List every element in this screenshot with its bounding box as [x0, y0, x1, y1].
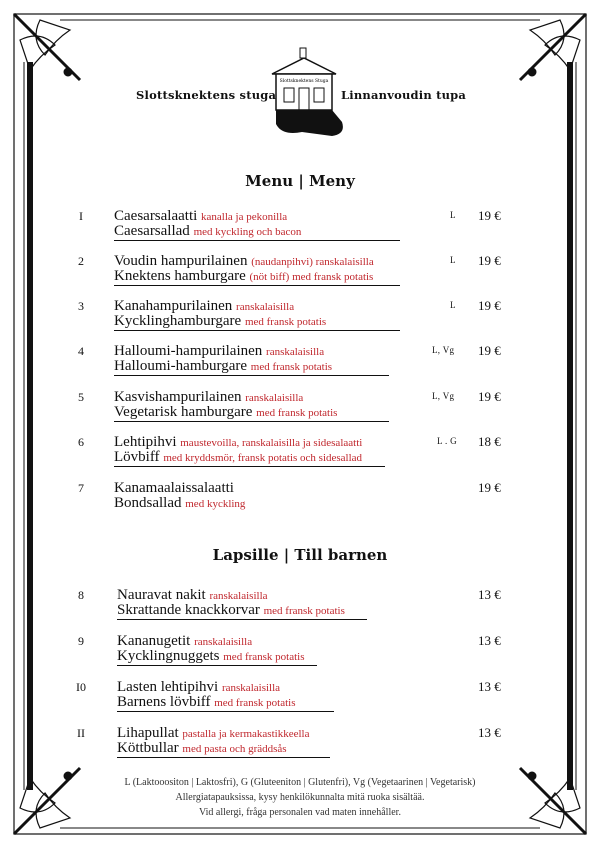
item-desc-fi: ranskalaisilla	[194, 636, 253, 648]
item-desc-sv: med pasta och gräddsås	[182, 743, 287, 755]
item-desc-sv: med kyckling	[185, 498, 246, 510]
item-number: 9	[78, 634, 84, 648]
item-desc-fi: ranskalaisilla	[209, 590, 268, 602]
item-price: 13 €	[478, 679, 501, 694]
item-title-sv: Bondsallad	[114, 495, 182, 511]
section-title-kids: Lapsille | Till barnen	[212, 546, 388, 564]
corner-ornament-tl	[14, 14, 80, 80]
item-underline	[114, 421, 389, 422]
item-name-sv	[114, 495, 245, 512]
item-diet-tags: L	[450, 300, 456, 310]
item-title-fi: Lasten lehtipihvi	[117, 679, 219, 695]
header-right-title: Linnanvoudin tupa	[341, 88, 467, 102]
item-desc-fi: (naudanpihvi) ranskalaisilla	[251, 256, 374, 268]
item-desc-fi: ranskalaisilla	[221, 682, 281, 694]
footer-allergy-fi: Allergiatapauksissa, kysy henkilökunnalta mitä ruoka sisältää.	[175, 792, 425, 803]
item-desc-sv: med fransk potatis	[250, 361, 333, 373]
item-name-sv	[114, 313, 326, 330]
item-title-sv: Lövbiff	[114, 449, 160, 465]
item-title-sv: Skrattande knackkorvar	[117, 602, 260, 618]
item-price: 13 €	[478, 633, 501, 648]
item-name-sv	[114, 404, 337, 421]
item-title-fi: Kanamaalaissalaatti	[114, 480, 234, 496]
item-diet-tags: L	[450, 210, 456, 220]
item-name-sv	[114, 223, 301, 240]
item-name-sv	[117, 694, 295, 711]
item-number: II	[77, 726, 85, 740]
item-name-sv	[117, 740, 287, 757]
logo-text: Slottsknektens Stuga	[279, 79, 329, 84]
item-price: 13 €	[478, 587, 501, 602]
item-number: 8	[78, 588, 84, 602]
item-desc-fi: ranskalaisilla	[236, 301, 295, 313]
item-price: 13 €	[478, 725, 501, 740]
item-desc-fi: kanalla ja pekonilla	[201, 211, 288, 223]
item-underline	[117, 619, 367, 620]
item-name-sv	[117, 602, 345, 619]
item-title-fi: Halloumi-hampurilainen	[114, 343, 263, 359]
item-name-sv	[114, 449, 362, 466]
item-name-sv	[114, 268, 373, 285]
item-title-fi: Kasvishampurilainen	[114, 389, 242, 405]
item-underline	[114, 285, 400, 286]
item-title-fi: Nauravat nakit	[117, 587, 206, 603]
item-price: 19 €	[478, 208, 501, 223]
item-number: 2	[78, 254, 84, 268]
item-price: 19 €	[478, 389, 501, 404]
cottage-logo	[262, 44, 346, 140]
item-desc-fi: maustevoilla, ranskalaisilla ja sidesalaatti	[180, 437, 363, 449]
item-desc-sv: med fransk potatis	[256, 407, 338, 419]
item-desc-sv: med kyckling och bacon	[193, 226, 302, 238]
item-desc-sv: med fransk potatis	[244, 316, 327, 328]
item-diet-tags: L, Vg	[432, 391, 455, 401]
item-diet-tags: L, Vg	[432, 345, 455, 355]
item-title-sv: Kycklingnuggets	[117, 648, 220, 664]
footer-legend: L (Laktooositon | Laktosfri), G (Gluteeniton | Glutenfri), Vg (Vegetaarinen | Vegetarisk)	[124, 777, 476, 788]
item-underline	[114, 240, 400, 241]
item-desc-fi: pastalla ja kermakastikkeella	[182, 728, 310, 740]
item-desc-fi: ranskalaisilla	[266, 346, 325, 358]
footer-allergy-sv: Vid allergi, fråga personalen vad maten innehåller.	[199, 807, 401, 818]
item-title-sv: Knektens hamburgare	[114, 268, 246, 284]
item-underline	[114, 330, 400, 331]
corner-ornament-tr	[520, 14, 586, 80]
item-underline	[117, 665, 317, 666]
item-underline	[117, 711, 334, 712]
item-desc-sv: med fransk potatis	[223, 651, 305, 663]
item-title-sv: Barnens lövbiff	[117, 694, 211, 710]
item-diet-tags: L . G	[437, 436, 457, 446]
item-desc-sv: (nöt biff) med fransk potatis	[249, 271, 374, 283]
item-title-fi: Kananugetit	[117, 633, 191, 649]
item-price: 19 €	[478, 298, 501, 313]
item-title-sv: Köttbullar	[117, 740, 179, 756]
item-number: 6	[78, 435, 84, 449]
item-number: 5	[78, 390, 84, 404]
item-title-sv: Vegetarisk hamburgare	[114, 404, 253, 420]
header-left-title: Slottsknektens stuga	[136, 88, 277, 102]
item-desc-sv: med fransk potatis	[214, 697, 296, 709]
item-number: 4	[78, 344, 84, 358]
item-price: 19 €	[478, 480, 501, 495]
item-price: 18 €	[478, 434, 501, 449]
item-number: I0	[76, 680, 86, 694]
item-desc-sv: med fransk potatis	[263, 605, 345, 617]
item-title-fi: Caesarsalaatti	[114, 208, 198, 224]
item-title-fi: Kanahampurilainen	[114, 298, 233, 314]
item-title-sv: Caesarsallad	[114, 223, 190, 239]
item-number: I	[79, 209, 83, 223]
item-desc-fi: ranskalaisilla	[245, 392, 304, 404]
item-title-sv: Halloumi-hamburgare	[114, 358, 248, 374]
item-name-sv	[114, 358, 332, 375]
item-title-sv: Kycklinghamburgare	[114, 313, 242, 329]
item-desc-sv: med kryddsmör, fransk potatis och sidesallad	[163, 452, 363, 464]
item-underline	[114, 375, 389, 376]
item-diet-tags: L	[450, 255, 456, 265]
item-title-fi: Lihapullat	[117, 725, 179, 741]
item-underline	[117, 757, 330, 758]
item-title-fi: Lehtipihvi	[114, 434, 177, 450]
item-name-sv	[117, 648, 305, 665]
item-underline	[114, 466, 385, 467]
item-price: 19 €	[478, 253, 501, 268]
section-title-menu: Menu | Meny	[245, 172, 355, 190]
item-number: 3	[78, 299, 84, 313]
item-price: 19 €	[478, 343, 501, 358]
item-number: 7	[78, 481, 84, 495]
item-title-fi: Voudin hampurilainen	[114, 253, 248, 269]
